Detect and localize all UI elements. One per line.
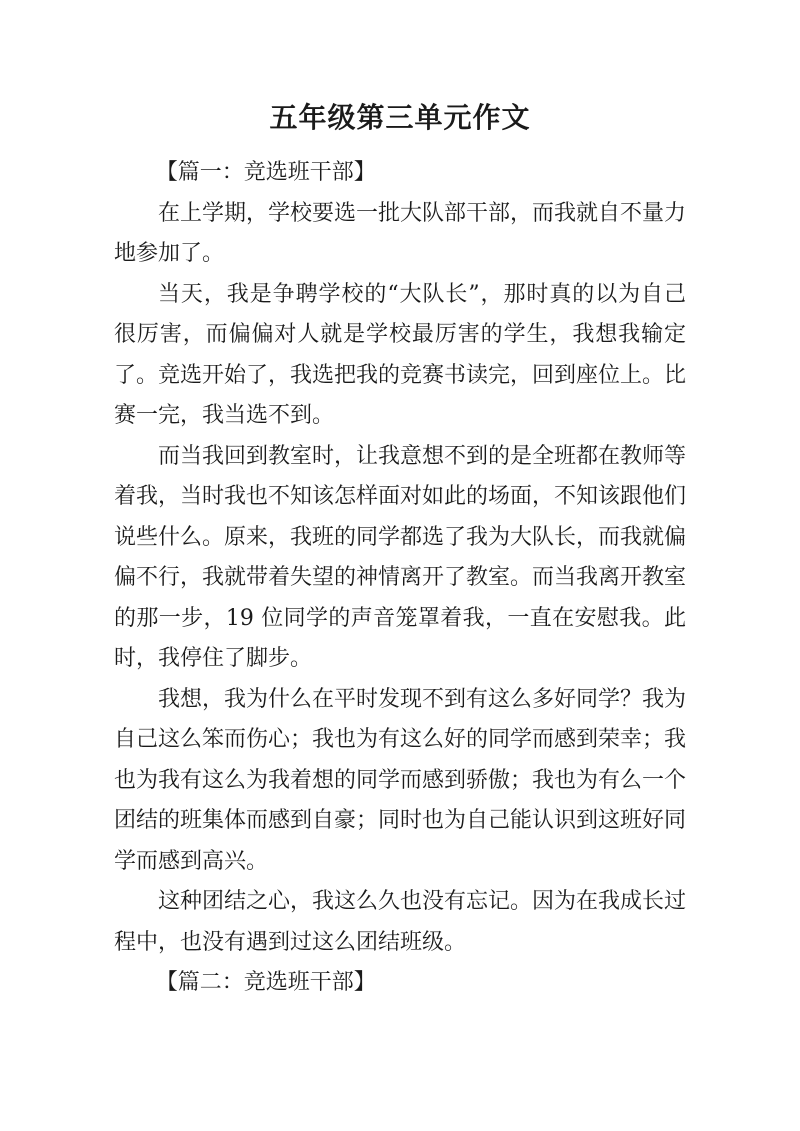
section-heading-2: 【篇二：竞选班干部】 [155,970,376,995]
paragraph: 这种团结之心，我这么久也没有忘记。因为在我成长过程中，也没有遇到过这么团结班级。 [114,889,687,955]
paragraph: 我想，我为什么在平时发现不到有这么多好同学？我为自己这么笨而伤心；我也为有这么好的同学而感到荣幸；我也为我有这么为我着想的同学而感到骄傲；我也为有么一个团结的班集体而感到自豪；同时也为自己能认识到这班好同学而感到高兴。 [114,686,687,874]
section-heading-1: 【篇一：竞选班干部】 [155,160,376,185]
document-body [114,153,686,1004]
document-title: 五年级第三单元作文 [269,101,531,134]
paragraph: 当天，我是争聘学校的“大队长”，那时真的以为自己很厉害，而偏偏对人就是学校最厉害的学生，我想我输定了。竞选开始了，我选把我的竞赛书读完，回到座位上。比赛一完，我当选不到。 [114,281,687,428]
paragraph: 在上学期，学校要选一批大队部干部，而我就自不量力地参加了。 [114,200,687,266]
paragraph: 而当我回到教室时，让我意想不到的是全班都在教师等着我，当时我也不知该怎样面对如此的场面，不知该跟他们说些什么。原来，我班的同学都选了我为大队长，而我就偏偏不行，我就带着失望的神情离开了教室。而当我离开教室的那一步，19 位同学的声音笼罩着我，一直在安慰我。此时，我停住了脚步。 [114,443,687,671]
